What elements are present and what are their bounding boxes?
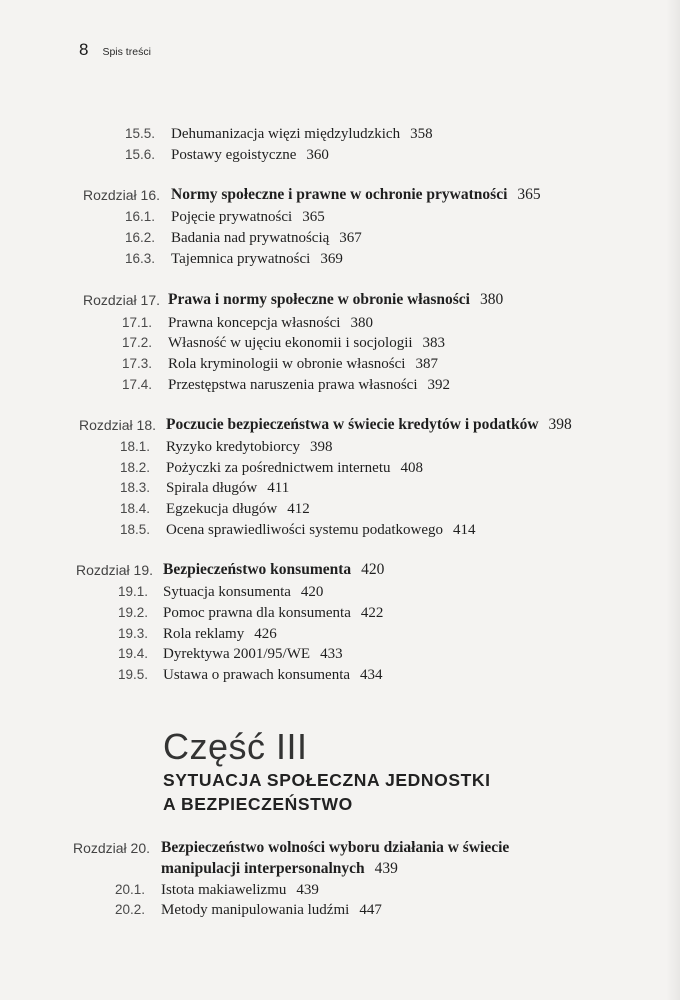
- section-title: Rola reklamy 426: [163, 626, 277, 642]
- chapter-number: Rozdział 17.: [82, 292, 160, 308]
- section-title: Egzekucja długów 412: [166, 501, 310, 517]
- page-ref: 365: [517, 186, 541, 203]
- page-ref: 414: [453, 522, 476, 538]
- part-subtitle: [163, 768, 491, 816]
- section-number: 16.1.: [124, 209, 155, 224]
- section-title: Dyrektywa 2001/95/WE 433: [163, 646, 343, 662]
- page-ref: 439: [296, 882, 319, 898]
- section-title: Badania nad prywatnością 367: [171, 230, 362, 246]
- running-head: Spis treści: [102, 46, 151, 58]
- page-ref: 383: [422, 335, 446, 351]
- chapter-title-line-1: Bezpieczeństwo wolności wyboru działania w świecie: [161, 839, 510, 856]
- page-ref: 367: [339, 230, 362, 246]
- part-heading: Część III: [163, 726, 308, 767]
- page-ref: 360: [306, 147, 329, 163]
- section-title: Metody manipulowania ludźmi 447: [161, 902, 382, 918]
- section-number: 17.3.: [121, 356, 152, 371]
- page-ref: 365: [302, 209, 325, 225]
- section-number: 20.2.: [114, 902, 145, 917]
- chapter-title: Normy społeczne i prawne w ochronie prywatności 365: [171, 186, 541, 203]
- part-subtitle-line-2: A BEZPIECZEŃSTWO: [163, 794, 353, 814]
- chapter-title-line-2: manipulacji interpersonalnych 439: [161, 860, 398, 877]
- page-ref: 420: [361, 561, 385, 578]
- page-ref: 398: [309, 439, 333, 455]
- page-ref: 447: [359, 902, 382, 918]
- page-ref: 392: [427, 377, 450, 393]
- section-number: 17.2.: [121, 335, 152, 350]
- section-number: 18.3.: [119, 480, 150, 495]
- section-number: 17.4.: [121, 377, 152, 392]
- chapter-title: Bezpieczeństwo konsumenta 420: [163, 561, 385, 578]
- section-title: Pomoc prawna dla konsumenta 422: [163, 605, 384, 621]
- page-ref: 408: [400, 460, 424, 476]
- section-number: 16.2.: [124, 230, 155, 245]
- page-ref: 369: [320, 251, 343, 267]
- section-number: 19.1.: [117, 584, 148, 599]
- page-ref: 380: [350, 315, 373, 331]
- section-title: Prawna koncepcja własności 380: [168, 315, 373, 331]
- section-title: Istota makiawelizmu 439: [161, 882, 319, 898]
- chapter-number: Rozdział 19.: [75, 562, 153, 578]
- page-ref: 426: [254, 626, 277, 642]
- chapter-title: Prawa i normy społeczne w obronie własności 380: [168, 291, 504, 308]
- section-title: Spirala długów 411: [166, 480, 290, 496]
- section-title: Tajemnica prywatności 369: [171, 251, 343, 267]
- section-number: 15.5.: [124, 126, 155, 141]
- page-ref: 398: [548, 416, 572, 433]
- page-number: 8: [79, 40, 89, 59]
- section-number: 19.2.: [117, 605, 148, 620]
- page-ref: 380: [479, 291, 504, 308]
- section-title: Własność w ujęciu ekonomii i socjologii 383: [168, 335, 446, 351]
- page-ref: 420: [300, 584, 324, 600]
- section-number: 18.1.: [119, 439, 150, 454]
- section-number: 16.3.: [124, 251, 155, 266]
- page-ref: 387: [415, 356, 438, 372]
- page-ref: 412: [287, 501, 310, 517]
- page-ref: 411: [267, 480, 290, 496]
- section-number: 19.4.: [117, 646, 148, 661]
- section-number: 18.2.: [119, 460, 150, 475]
- section-number: 18.5.: [119, 522, 150, 537]
- page-ref: 358: [410, 126, 433, 142]
- chapter-number: Rozdział 18.: [78, 417, 156, 433]
- chapter-number: Rozdział 20.: [72, 840, 150, 856]
- page-ref: 433: [320, 646, 343, 662]
- section-title: Sytuacja konsumenta 420: [163, 584, 324, 600]
- section-title: Dehumanizacja więzi międzyludzkich 358: [171, 126, 433, 142]
- section-number: 15.6.: [124, 147, 155, 162]
- section-title: Ustawa o prawach konsumenta 434: [163, 667, 383, 683]
- section-number: 20.1.: [114, 882, 145, 897]
- section-title: Rola kryminologii w obronie własności 387: [168, 356, 438, 372]
- page-ref: 434: [360, 667, 383, 683]
- chapter-title: Poczucie bezpieczeństwa w świecie kredytów i podatków 398: [166, 416, 572, 433]
- section-title: Postawy egoistyczne 360: [171, 147, 329, 163]
- part-subtitle-line-1: SYTUACJA SPOŁECZNA JEDNOSTKI: [163, 770, 491, 790]
- page-ref: 439: [374, 860, 398, 877]
- section-title: Przestępstwa naruszenia prawa własności 392: [168, 377, 450, 393]
- section-title: Pojęcie prywatności 365: [171, 209, 325, 225]
- chapter-number: Rozdział 16.: [82, 187, 160, 203]
- section-title: Ocena sprawiedliwości systemu podatkowego 414: [166, 522, 476, 538]
- page-ref: 422: [360, 605, 384, 621]
- section-number: 19.5.: [117, 667, 148, 682]
- section-title: Ryzyko kredytobiorcy 398: [166, 439, 333, 455]
- section-number: 17.1.: [121, 315, 152, 330]
- section-number: 18.4.: [119, 501, 150, 516]
- section-title: Pożyczki za pośrednictwem internetu 408: [166, 460, 424, 476]
- section-number: 19.3.: [117, 626, 148, 641]
